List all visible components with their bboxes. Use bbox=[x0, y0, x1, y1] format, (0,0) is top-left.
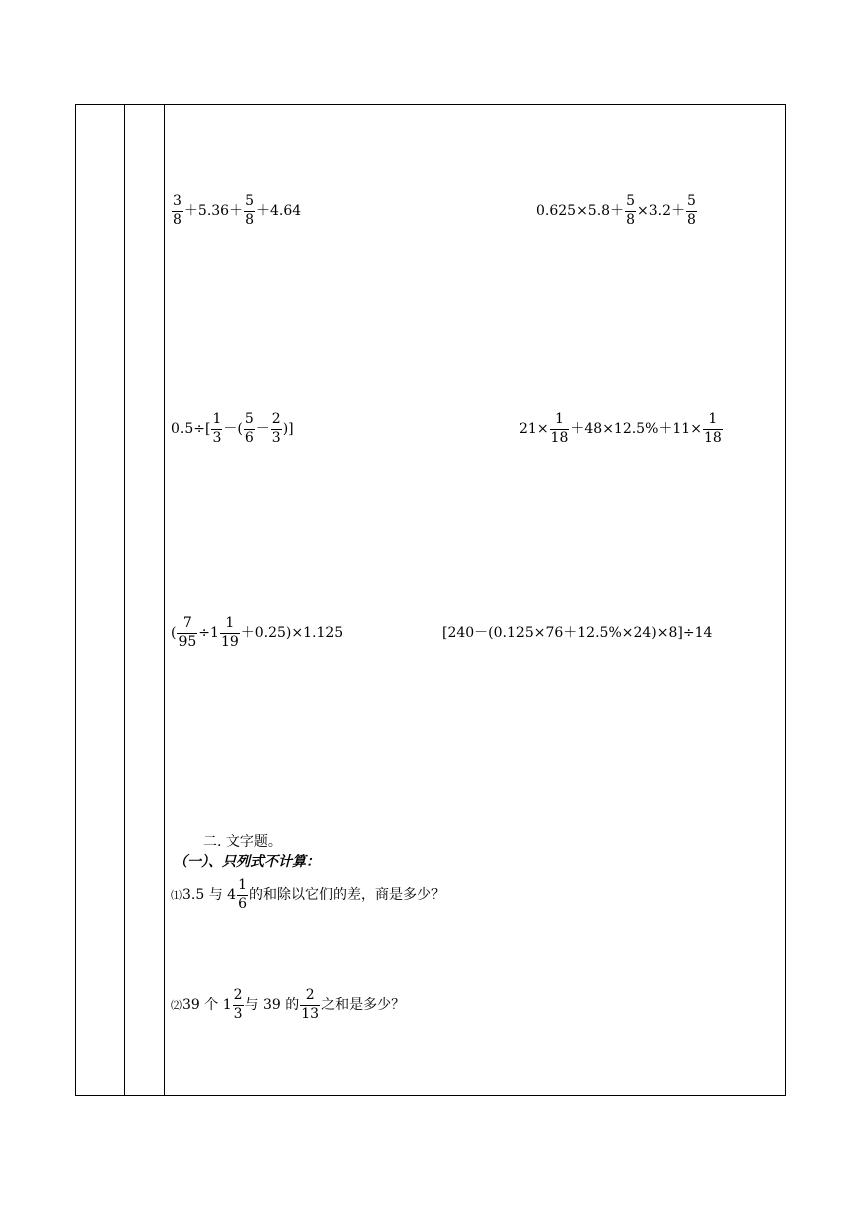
fraction bbox=[625, 193, 636, 229]
denominator: 13 bbox=[301, 1005, 320, 1022]
question-number: ⑴ bbox=[171, 889, 182, 902]
numerator: 2 bbox=[305, 987, 315, 1003]
expression-text: 21× bbox=[519, 421, 549, 437]
expression-text: 0.625×5.8＋ bbox=[536, 203, 625, 219]
expression-1 bbox=[171, 193, 301, 229]
question-text: 的和除以它们的差，商是多少？ bbox=[249, 887, 445, 903]
denominator: 19 bbox=[220, 633, 239, 650]
question-1 bbox=[171, 877, 445, 913]
numerator: 1 bbox=[225, 615, 235, 631]
expression-text: － bbox=[255, 421, 270, 437]
section-subheading bbox=[173, 851, 320, 871]
denominator: 95 bbox=[178, 633, 197, 650]
denominator: 3 bbox=[212, 429, 222, 446]
section-subheading-text: （一）、只列式不计算： bbox=[173, 854, 320, 870]
fraction bbox=[550, 411, 570, 447]
expression-text: ＋0.25)×1.125 bbox=[240, 625, 344, 641]
denominator: 8 bbox=[173, 211, 182, 228]
expression-text: [240－(0.125×76＋12.5%×24)×8]÷14 bbox=[442, 625, 713, 641]
question-number: ⑵ bbox=[171, 999, 182, 1012]
fraction bbox=[233, 987, 244, 1023]
numerator: 7 bbox=[182, 615, 192, 631]
numerator: 1 bbox=[238, 877, 247, 893]
expression-text: ÷1 bbox=[198, 625, 219, 641]
expression-text: ×3.2＋ bbox=[637, 203, 685, 219]
numerator: 5 bbox=[244, 411, 254, 427]
question-text: 3.5 与 4 bbox=[182, 887, 237, 903]
numerator: 2 bbox=[271, 411, 281, 427]
numerator: 1 bbox=[708, 411, 718, 427]
denominator: 3 bbox=[271, 429, 281, 446]
expression-text: )] bbox=[282, 421, 294, 437]
fraction bbox=[271, 411, 282, 447]
numerator: 2 bbox=[233, 987, 243, 1003]
denominator: 6 bbox=[238, 895, 247, 912]
expression-text: ＋4.64 bbox=[256, 203, 302, 219]
fraction bbox=[300, 987, 320, 1023]
numerator: 3 bbox=[173, 193, 182, 209]
denominator: 8 bbox=[687, 211, 696, 228]
denominator: 3 bbox=[233, 1005, 243, 1022]
worksheet-table bbox=[75, 104, 786, 1096]
expression-3 bbox=[171, 411, 294, 447]
denominator: 18 bbox=[703, 429, 722, 446]
expression-text: ＋48×12.5%＋11× bbox=[570, 421, 702, 437]
fraction bbox=[244, 411, 255, 447]
section-heading-text: 二. 文字题。 bbox=[203, 834, 282, 850]
table-column-divider bbox=[164, 105, 165, 1095]
question-text: 与 39 的 bbox=[244, 997, 300, 1013]
section-heading bbox=[203, 831, 282, 851]
expression-text: ＋5.36＋ bbox=[183, 203, 244, 219]
fraction bbox=[686, 193, 697, 229]
expression-text: 0.5÷[ bbox=[171, 421, 211, 437]
fraction bbox=[703, 411, 723, 447]
numerator: 5 bbox=[245, 193, 255, 209]
fraction bbox=[177, 615, 197, 651]
numerator: 1 bbox=[212, 411, 222, 427]
expression-text: －( bbox=[223, 421, 243, 437]
denominator: 8 bbox=[626, 211, 635, 228]
denominator: 6 bbox=[244, 429, 254, 446]
fraction bbox=[237, 877, 248, 913]
numerator: 5 bbox=[626, 193, 635, 209]
expression-5 bbox=[171, 615, 343, 651]
numerator: 5 bbox=[687, 193, 696, 209]
question-2 bbox=[171, 987, 405, 1023]
question-text: 之和是多少？ bbox=[321, 997, 406, 1013]
fraction bbox=[172, 193, 183, 229]
numerator: 1 bbox=[555, 411, 564, 427]
question-text: 39 个 1 bbox=[182, 997, 232, 1013]
fraction bbox=[220, 615, 240, 651]
expression-6 bbox=[442, 626, 712, 640]
expression-2 bbox=[536, 193, 698, 229]
fraction bbox=[244, 193, 255, 229]
table-column-divider bbox=[124, 105, 125, 1095]
expression-4 bbox=[519, 411, 724, 447]
denominator: 18 bbox=[550, 429, 569, 446]
fraction bbox=[211, 411, 222, 447]
denominator: 8 bbox=[245, 211, 255, 228]
expression-text: ( bbox=[171, 625, 177, 641]
